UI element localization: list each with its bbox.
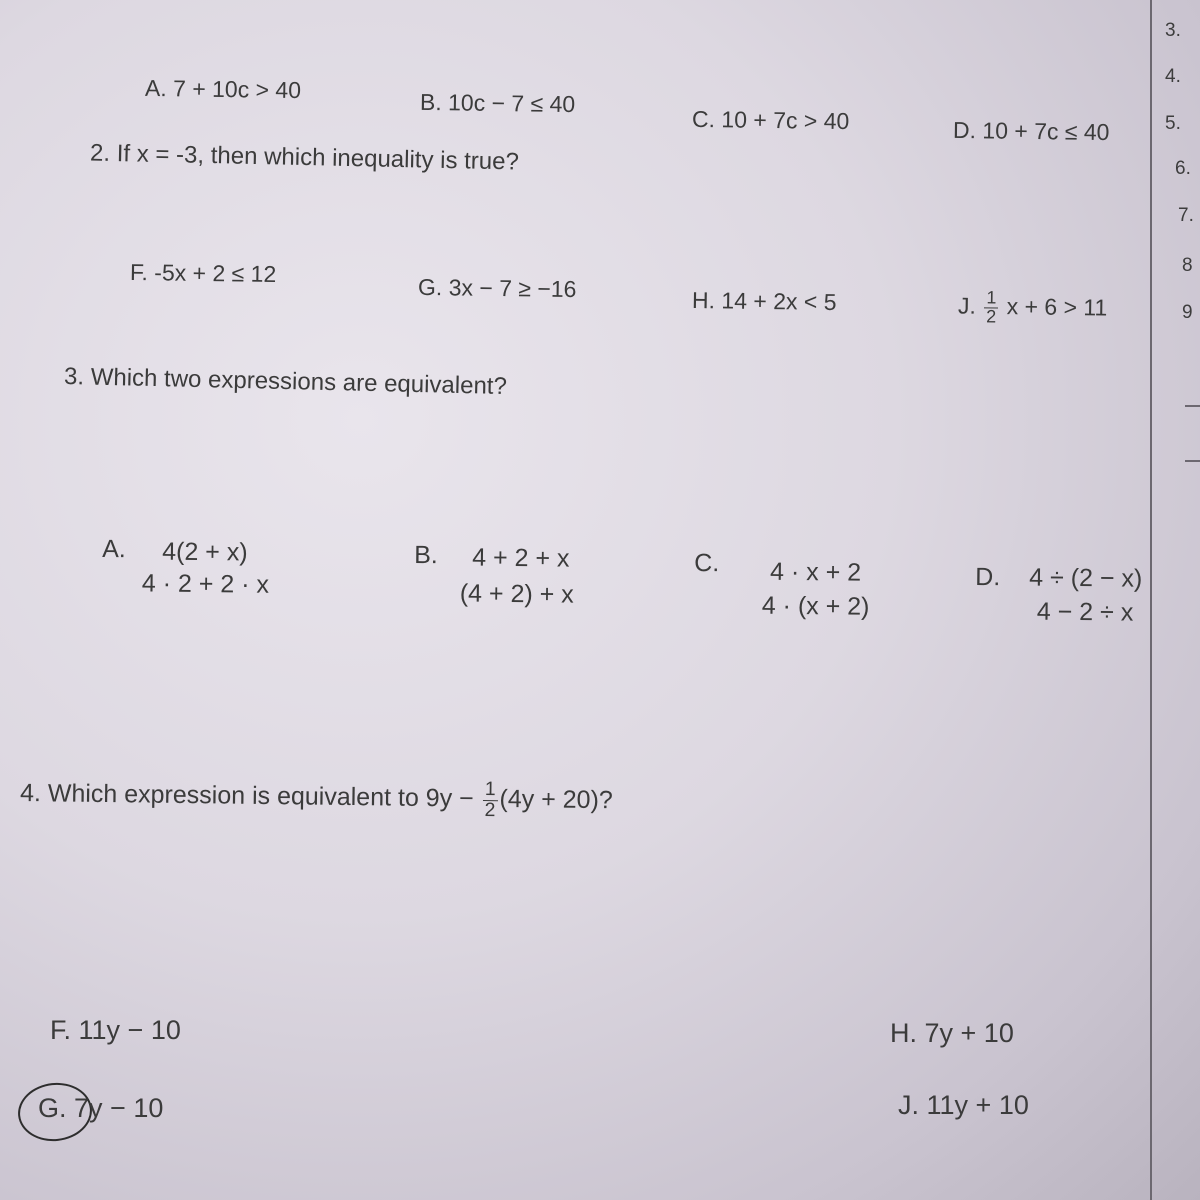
q4-choice-h-expression: 7y + 10 bbox=[924, 1018, 1014, 1048]
q3-choice-a bbox=[102, 533, 303, 605]
q4-choice-g-expression: 7y − 10 bbox=[74, 1093, 164, 1123]
q4-question-tail: (4y + 20)? bbox=[499, 784, 613, 815]
margin-divider bbox=[1185, 405, 1200, 407]
q3-choice-d-line1: 4 ÷ (2 − x) bbox=[1029, 563, 1143, 593]
margin-number: 7. bbox=[1178, 205, 1194, 226]
one-half-fraction bbox=[984, 289, 998, 326]
q2-choice-j bbox=[958, 289, 1108, 328]
q3-choice-a-letter: A. bbox=[102, 534, 126, 564]
q2-choice-f: F. -5x + 2 ≤ 12 bbox=[129, 258, 277, 288]
q4-question bbox=[20, 774, 613, 821]
fraction-numerator: 1 bbox=[986, 287, 997, 308]
q3-choice-a-line2: 4 · 2 + 2 · x bbox=[141, 569, 270, 599]
q3-question: 3. Which two expressions are equivalent? bbox=[63, 362, 508, 401]
fraction-numerator: 1 bbox=[484, 778, 496, 801]
q1-choice-c: C. 10 + 7c > 40 bbox=[691, 105, 850, 135]
q3-choice-d-letter: D. bbox=[975, 562, 1001, 592]
q2-question: 2. If x = -3, then which inequality is true? bbox=[89, 139, 520, 176]
margin-number: 4. bbox=[1165, 66, 1181, 87]
q3-choice-a-line1: 4(2 + x) bbox=[162, 537, 248, 567]
q2-choice-j-expression: x + 6 > 11 bbox=[1006, 293, 1108, 321]
margin-number: 9 bbox=[1182, 302, 1193, 323]
q4-choice-f-letter: F. bbox=[50, 1015, 72, 1045]
one-half-fraction bbox=[482, 780, 497, 820]
margin-number: 6. bbox=[1175, 158, 1191, 179]
margin-vertical-rule bbox=[1150, 0, 1152, 1200]
margin-number: 5. bbox=[1165, 113, 1181, 134]
q3-choice-b-line1: 4 + 2 + x bbox=[472, 543, 570, 573]
q3-choice-b-line2: (4 + 2) + x bbox=[459, 579, 574, 609]
margin-divider bbox=[1185, 460, 1200, 462]
margin-number: 8 bbox=[1182, 255, 1193, 276]
q3-choice-b bbox=[414, 539, 615, 611]
fraction-denominator: 2 bbox=[986, 306, 997, 327]
q3-choice-c bbox=[694, 547, 895, 623]
q4-choice-g bbox=[38, 1093, 163, 1124]
q3-choice-c-line2: 4 · (x + 2) bbox=[761, 591, 870, 621]
q1-choice-a: A. 7 + 10c > 40 bbox=[144, 74, 302, 104]
q4-choice-j-expression: 11y + 10 bbox=[926, 1090, 1029, 1120]
q2-choice-j-letter: J. bbox=[957, 292, 977, 319]
q3-choice-d bbox=[975, 561, 1176, 637]
q4-question-text: 4. Which expression is equivalent to 9y − bbox=[19, 778, 474, 813]
fraction-denominator: 2 bbox=[484, 798, 496, 821]
q2-choice-g: G. 3x − 7 ≥ −16 bbox=[417, 273, 577, 303]
q4-choice-g-letter: G. bbox=[38, 1093, 67, 1123]
q3-choice-b-letter: B. bbox=[414, 540, 438, 570]
q4-choice-f bbox=[50, 1015, 181, 1046]
q4-choice-f-expression: 11y − 10 bbox=[78, 1015, 181, 1045]
q4-choice-j-letter: J. bbox=[898, 1090, 920, 1120]
q3-choice-d-line2: 4 − 2 ÷ x bbox=[1036, 597, 1134, 627]
q3-choice-c-letter: C. bbox=[694, 548, 720, 578]
q4-choice-j bbox=[898, 1090, 1029, 1121]
q3-choice-c-line1: 4 · x + 2 bbox=[769, 557, 862, 587]
q4-choice-h bbox=[890, 1018, 1014, 1049]
q1-choice-d: D. 10 + 7c ≤ 40 bbox=[952, 116, 1110, 146]
q4-choice-h-letter: H. bbox=[890, 1018, 917, 1048]
q1-choice-b: B. 10c − 7 ≤ 40 bbox=[419, 88, 576, 118]
margin-number: 3. bbox=[1165, 20, 1181, 41]
q2-choice-h: H. 14 + 2x < 5 bbox=[691, 286, 837, 316]
